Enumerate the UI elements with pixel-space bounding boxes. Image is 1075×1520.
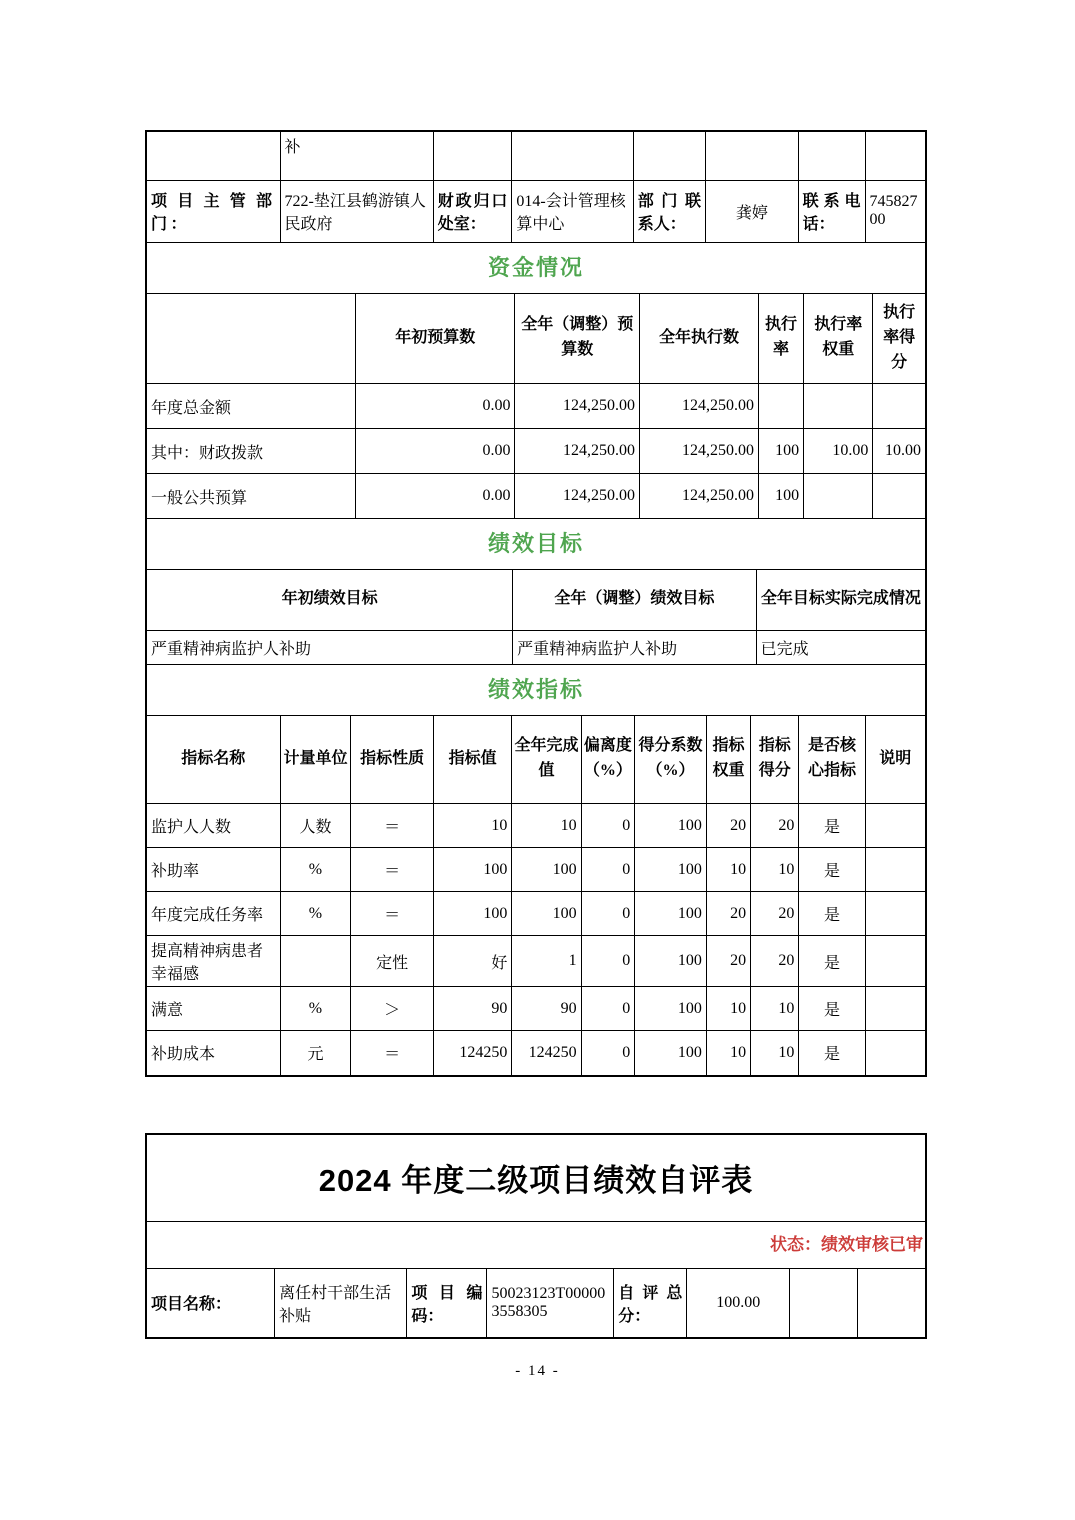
indicator-score: 20 bbox=[751, 936, 799, 987]
column-header: 全年（调整）绩效目标 bbox=[513, 570, 757, 630]
indicator-unit: % bbox=[280, 848, 351, 892]
empty-cell bbox=[798, 132, 865, 180]
executed-amount: 124,250.00 bbox=[639, 474, 758, 519]
indicator-actual: 10 bbox=[512, 804, 581, 848]
indicator-unit: % bbox=[280, 987, 351, 1031]
indicator-row bbox=[147, 848, 925, 892]
indicator-weight: 10 bbox=[706, 1031, 750, 1075]
contact-value: 龚婷 bbox=[706, 180, 799, 242]
project-info-table bbox=[147, 132, 925, 243]
funding-row-fiscal bbox=[147, 429, 925, 474]
empty-cell bbox=[633, 132, 705, 180]
column-header: 指标名称 bbox=[147, 716, 280, 804]
finance-office-value: 014-会计管理核算中心 bbox=[512, 180, 633, 242]
indicator-deviation: 0 bbox=[581, 1031, 635, 1075]
column-header: 指标值 bbox=[433, 716, 512, 804]
indicator-note bbox=[865, 804, 925, 848]
column-header: 执行率 bbox=[758, 294, 803, 384]
indicator-actual: 1 bbox=[512, 936, 581, 987]
indicator-target: 10 bbox=[433, 804, 512, 848]
row-label: 年度总金额 bbox=[147, 384, 356, 429]
budget-initial: 0.00 bbox=[356, 474, 515, 519]
indicator-weight: 10 bbox=[706, 987, 750, 1031]
finance-office-label: 财政归口处室： bbox=[433, 180, 512, 242]
funding-row-public bbox=[147, 474, 925, 519]
self-score-value: 100.00 bbox=[687, 1269, 790, 1337]
budget-adjusted: 124,250.00 bbox=[515, 474, 639, 519]
indicators-table bbox=[147, 716, 925, 1075]
indicator-note bbox=[865, 848, 925, 892]
empty-cell bbox=[857, 1269, 925, 1337]
indicator-score: 10 bbox=[751, 848, 799, 892]
column-header: 执行率权重 bbox=[804, 294, 873, 384]
column-header: 计量单位 bbox=[280, 716, 351, 804]
rate-score: 10.00 bbox=[873, 429, 925, 474]
table-title: 2024 年度二级项目绩效自评表 bbox=[147, 1135, 925, 1222]
rate-weight bbox=[804, 384, 873, 429]
project-code-value: 50023123T000003558305 bbox=[487, 1269, 614, 1337]
column-header: 指标权重 bbox=[706, 716, 750, 804]
indicator-name: 年度完成任务率 bbox=[147, 892, 280, 936]
indicator-deviation: 0 bbox=[581, 987, 635, 1031]
phone-label: 联系电话： bbox=[798, 180, 865, 242]
indicator-core: 是 bbox=[799, 1031, 865, 1075]
funding-row-total bbox=[147, 384, 925, 429]
indicator-unit: 人数 bbox=[280, 804, 351, 848]
column-header: 全年目标实际完成情况 bbox=[756, 570, 925, 630]
project-name-table bbox=[147, 1269, 925, 1337]
indicator-unit bbox=[280, 936, 351, 987]
dept-value: 722-垫江县鹤游镇人民政府 bbox=[280, 180, 433, 242]
indicator-note bbox=[865, 936, 925, 987]
goals-section-title: 绩效目标 bbox=[147, 519, 925, 570]
indicator-weight: 20 bbox=[706, 892, 750, 936]
indicator-nature: ＝ bbox=[351, 892, 433, 936]
indicator-coefficient: 100 bbox=[635, 987, 707, 1031]
indicator-coefficient: 100 bbox=[635, 848, 707, 892]
empty-cell bbox=[433, 132, 512, 180]
goal-adjusted: 严重精神病监护人补助 bbox=[513, 630, 757, 664]
column-header: 是否核心指标 bbox=[799, 716, 865, 804]
empty-cell bbox=[512, 132, 633, 180]
self-evaluation-table-2024 bbox=[145, 1133, 927, 1339]
rate-score bbox=[873, 384, 925, 429]
executed-amount: 124,250.00 bbox=[639, 429, 758, 474]
indicator-core: 是 bbox=[799, 848, 865, 892]
rate-score bbox=[873, 474, 925, 519]
column-header: 全年执行数 bbox=[639, 294, 758, 384]
executed-amount: 124,250.00 bbox=[639, 384, 758, 429]
column-header: 指标得分 bbox=[751, 716, 799, 804]
goals-header-row bbox=[147, 570, 925, 630]
dept-label: 项目主管部门： bbox=[147, 180, 280, 242]
indicator-score: 10 bbox=[751, 987, 799, 1031]
indicator-deviation: 0 bbox=[581, 848, 635, 892]
department-info-row bbox=[147, 180, 925, 242]
indicator-name: 提高精神病患者幸福感 bbox=[147, 936, 280, 987]
indicator-target: 90 bbox=[433, 987, 512, 1031]
indicator-deviation: 0 bbox=[581, 936, 635, 987]
page-number: - 14 - bbox=[515, 1362, 560, 1379]
indicator-weight: 10 bbox=[706, 848, 750, 892]
column-header: 全年完成值 bbox=[512, 716, 581, 804]
funding-header-row bbox=[147, 294, 925, 384]
indicator-row bbox=[147, 1031, 925, 1075]
status-text: 状态：绩效审核已审 bbox=[147, 1222, 925, 1269]
goal-initial: 严重精神病监护人补助 bbox=[147, 630, 513, 664]
row-label: 其中：财政拨款 bbox=[147, 429, 356, 474]
indicator-score: 20 bbox=[751, 892, 799, 936]
empty-cell bbox=[706, 132, 799, 180]
indicator-actual: 124250 bbox=[512, 1031, 581, 1075]
indicator-unit: 元 bbox=[280, 1031, 351, 1075]
empty-cell bbox=[865, 132, 925, 180]
funding-table bbox=[147, 294, 925, 520]
indicator-coefficient: 100 bbox=[635, 1031, 707, 1075]
indicator-note bbox=[865, 892, 925, 936]
column-header: 指标性质 bbox=[351, 716, 433, 804]
column-header: 执行率得分 bbox=[873, 294, 925, 384]
indicator-note bbox=[865, 987, 925, 1031]
column-header: 年初预算数 bbox=[356, 294, 515, 384]
indicators-section-title: 绩效指标 bbox=[147, 665, 925, 716]
indicator-unit: % bbox=[280, 892, 351, 936]
indicator-name: 满意 bbox=[147, 987, 280, 1031]
indicator-target: 124250 bbox=[433, 1031, 512, 1075]
indicator-target: 100 bbox=[433, 892, 512, 936]
empty-cell bbox=[790, 1269, 858, 1337]
indicator-deviation: 0 bbox=[581, 804, 635, 848]
indicator-row bbox=[147, 804, 925, 848]
carryover-text-cell: 补 bbox=[280, 132, 433, 180]
project-name-row bbox=[147, 1269, 925, 1337]
indicator-weight: 20 bbox=[706, 804, 750, 848]
indicator-deviation: 0 bbox=[581, 892, 635, 936]
indicator-core: 是 bbox=[799, 987, 865, 1031]
execution-rate bbox=[758, 384, 803, 429]
budget-initial: 0.00 bbox=[356, 429, 515, 474]
column-header: 全年（调整）预算数 bbox=[515, 294, 639, 384]
indicator-coefficient: 100 bbox=[635, 936, 707, 987]
indicator-name: 补助成本 bbox=[147, 1031, 280, 1075]
budget-adjusted: 124,250.00 bbox=[515, 384, 639, 429]
indicator-score: 20 bbox=[751, 804, 799, 848]
column-header: 年初绩效目标 bbox=[147, 570, 513, 630]
goals-data-row bbox=[147, 630, 925, 664]
indicator-score: 10 bbox=[751, 1031, 799, 1075]
indicator-actual: 100 bbox=[512, 848, 581, 892]
indicator-actual: 100 bbox=[512, 892, 581, 936]
execution-rate: 100 bbox=[758, 474, 803, 519]
indicator-weight: 20 bbox=[706, 936, 750, 987]
phone-value: 74582700 bbox=[865, 180, 925, 242]
indicator-name: 监护人人数 bbox=[147, 804, 280, 848]
main-evaluation-table bbox=[145, 130, 927, 1077]
indicator-nature: 定性 bbox=[351, 936, 433, 987]
column-header: 得分系数（%） bbox=[635, 716, 707, 804]
indicator-nature: ＝ bbox=[351, 1031, 433, 1075]
indicator-target: 100 bbox=[433, 848, 512, 892]
contact-label: 部门联系人： bbox=[633, 180, 705, 242]
indicator-row bbox=[147, 987, 925, 1031]
indicator-nature: ＝ bbox=[351, 804, 433, 848]
indicator-actual: 90 bbox=[512, 987, 581, 1031]
column-header: 说明 bbox=[865, 716, 925, 804]
rate-weight bbox=[804, 474, 873, 519]
indicator-row bbox=[147, 936, 925, 987]
indicator-nature: ＝ bbox=[351, 848, 433, 892]
indicator-note bbox=[865, 1031, 925, 1075]
project-name-label: 项目名称： bbox=[147, 1269, 275, 1337]
budget-adjusted: 124,250.00 bbox=[515, 429, 639, 474]
indicator-core: 是 bbox=[799, 936, 865, 987]
indicator-name: 补助率 bbox=[147, 848, 280, 892]
indicator-core: 是 bbox=[799, 892, 865, 936]
budget-initial: 0.00 bbox=[356, 384, 515, 429]
row-label: 一般公共预算 bbox=[147, 474, 356, 519]
indicator-row bbox=[147, 892, 925, 936]
project-code-label: 项目编码： bbox=[407, 1269, 487, 1337]
project-name-value: 离任村干部生活补贴 bbox=[275, 1269, 407, 1337]
indicator-nature: ＞ bbox=[351, 987, 433, 1031]
funding-section-title: 资金情况 bbox=[147, 243, 925, 294]
carryover-row bbox=[147, 132, 925, 180]
column-header: 偏离度（%） bbox=[581, 716, 635, 804]
goals-table bbox=[147, 570, 925, 665]
indicator-target: 好 bbox=[433, 936, 512, 987]
indicator-coefficient: 100 bbox=[635, 804, 707, 848]
indicator-core: 是 bbox=[799, 804, 865, 848]
empty-cell bbox=[147, 132, 280, 180]
indicators-header-row bbox=[147, 716, 925, 804]
column-header bbox=[147, 294, 356, 384]
execution-rate: 100 bbox=[758, 429, 803, 474]
self-score-label: 自评总分： bbox=[614, 1269, 687, 1337]
goal-completion: 已完成 bbox=[756, 630, 925, 664]
indicator-coefficient: 100 bbox=[635, 892, 707, 936]
rate-weight: 10.00 bbox=[804, 429, 873, 474]
